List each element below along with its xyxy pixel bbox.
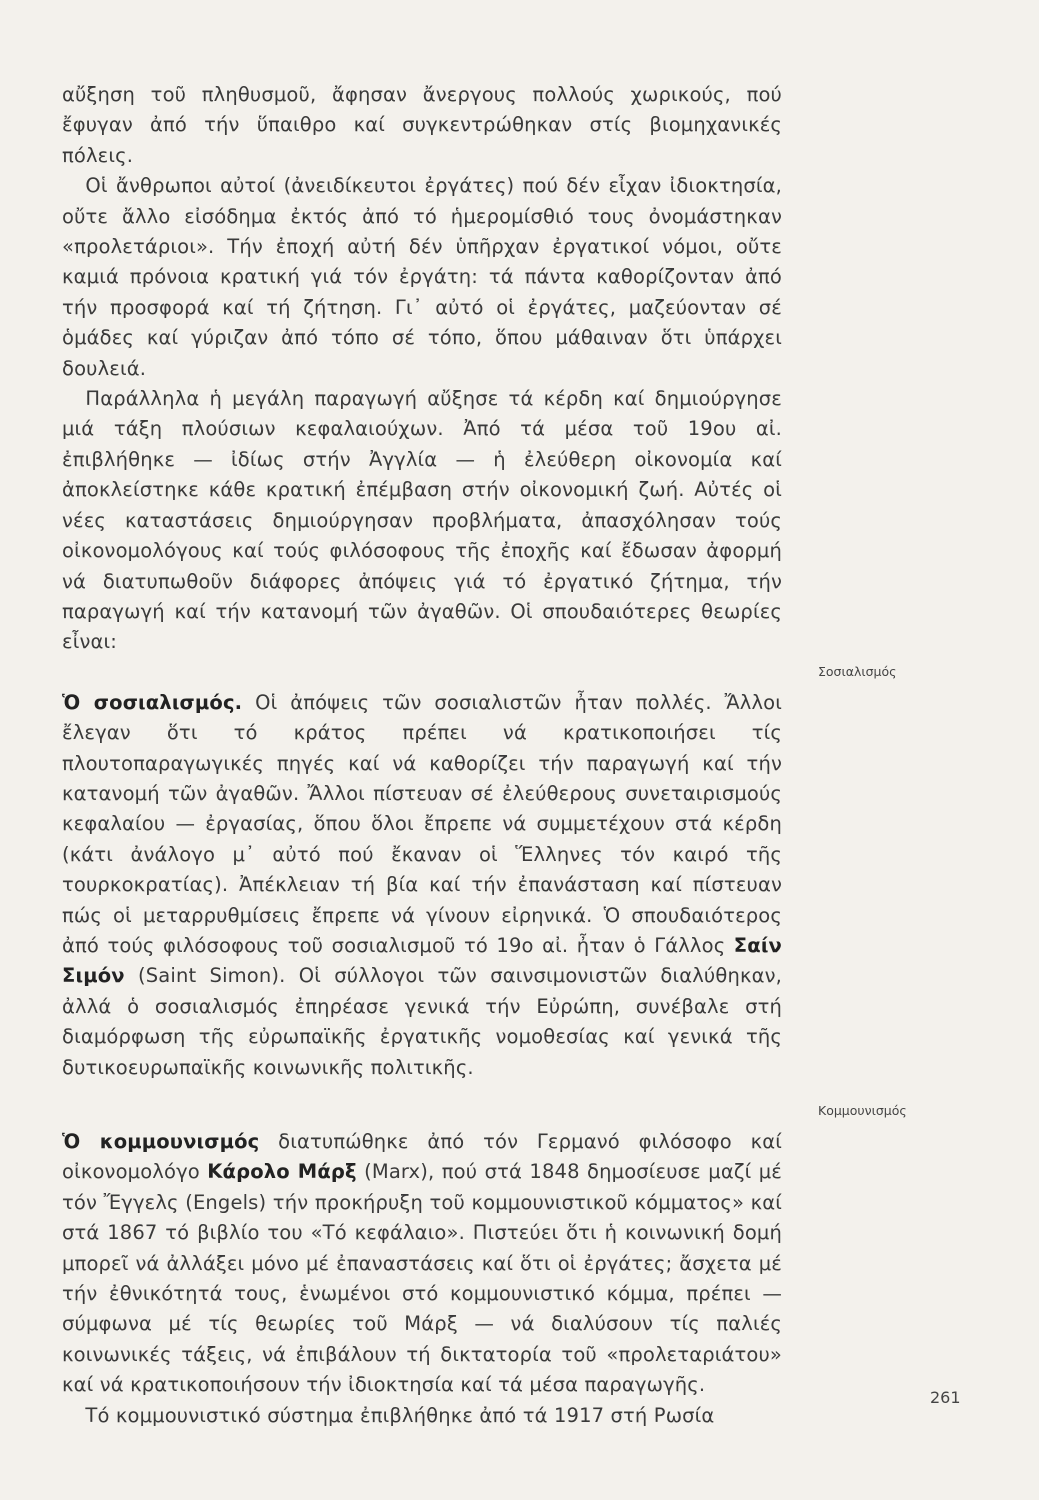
main-text-column bbox=[62, 80, 782, 1431]
paragraph-socialism bbox=[62, 688, 782, 1083]
marx-name: Κάρολο Μάρξ bbox=[207, 1160, 357, 1184]
socialism-text-b: (Saint Simon). Οἱ σύλλογοι τῶν σαινσιμονιστῶν διαλύθηκαν, ἀλλά ὁ σοσιαλισμός ἐπηρέασε γενικά τήν Εὐρώπη, συνέβαλε στή διαμόρφωση τῆς εὐρωπαϊκῆς ἐργατικῆς νομοθεσίας καί γενικά τῆς δυτικοευρωπαϊκῆς κοινωνικῆς πολιτικῆς. bbox=[62, 964, 782, 1079]
margin-label-communism: Κομμουνισμός bbox=[818, 1103, 907, 1118]
paragraph-proletarians: Οἱ ἄνθρωποι αὐτοί (ἀνειδίκευτοι ἐργάτες) πού δέν εἶχαν ἰδιοκτησία, οὔτε ἄλλο εἰσόδημα ἐκτός ἀπό τό ἡμερομίσθιό τους ὀνομάστηκαν «προλετάριοι». Τήν ἐποχή αὐτή δέν ὑπῆρχαν ἐργατικοί νόμοι, οὔτε καμιά πρόνοια κρατική γιά τόν ἐργάτη: τά πάντα καθορίζονταν ἀπό τήν προσφορά καί τή ζήτηση. Γι᾿ αὐτό οἱ ἐργάτες, μαζεύονταν σέ ὁμάδες καί γύριζαν ἀπό τόπο σέ τόπο, ὅπου μάθαιναν ὅτι ὑπάρχει δουλειά. bbox=[62, 174, 782, 380]
saint-simon-name: Σαίν Σιμόν bbox=[62, 933, 782, 988]
paragraph-capitalists: Παράλληλα ἡ μεγάλη παραγωγή αὔξησε τά κέρδη καί δημιούργησε μιά τάξη πλούσιων κεφαλαιούχων. Ἀπό τά μέσα τοῦ 19ου αἰ. ἐπιβλήθηκε — ἰδίως στήν Ἀγγλία — ἡ ἐλεύθερη οἰκονομία καί ἀποκλείστηκε κάθε κρατική ἐπέμβαση στήν οἰκονομική ζωή. Αὐτές οἱ νέες καταστάσεις δημιούργησαν προβλήματα, ἀπασχόλησαν τούς οἰκονομολόγους καί τούς φιλόσοφους τῆς ἐποχῆς καί ἔδωσαν ἀφορμή νά διατυπωθοῦν διάφορες ἀπόψεις γιά τό ἐργατικό ζήτημα, τήν παραγωγή καί τήν κατανομή τῶν ἀγαθῶν. Οἱ σπουδαιότερες θεωρίες εἶναι: bbox=[62, 387, 782, 654]
communism-text-a: διατυπώθηκε ἀπό τόν Γερμανό φιλόσοφο καί οἰκονομολόγο bbox=[62, 1130, 782, 1184]
section-gap bbox=[62, 1083, 782, 1127]
communism-text-b: (Marx), πού στά 1848 δημοσίευσε μαζί μέ τόν Ἔγγελς (Engels) τήν προκήρυξη τοῦ κομμουνιστικοῦ κόμματος» καί στά 1867 τό βιβλίο του «Τό κεφάλαιο». Πιστεύει ὅτι ἡ κοινωνική δομή μπορεῖ νά ἀλλάξει μόνο μέ ἐπαναστάσεις καί ὅτι οἱ ἐργάτες; ἄσχετα μέ τήν ἐθνικότητά τους, ἑνωμένοι στό κομμουνιστικό κόμμα, πρέπει — σύμφωνα μέ τίς θεωρίες τοῦ Μάρξ — νά διαλύσουν τίς παλιές κοινωνικές τάξεις, νά ἐπιβάλουν τή δικτατορία τοῦ «προλεταριάτου» καί νά κρατικοποιήσουν τήν ἰδιοκτησία καί τά μέσα παραγωγῆς. bbox=[62, 1160, 782, 1397]
section-gap bbox=[62, 658, 782, 688]
margin-label-socialism: Σοσιαλισμός bbox=[818, 664, 897, 679]
communism-heading: Ὁ κομμουνισμός bbox=[62, 1130, 260, 1153]
socialism-heading: Ὁ σοσιαλισμός. bbox=[62, 690, 243, 714]
socialism-text-a: Οἱ ἀπόψεις τῶν σοσιαλιστῶν ἦταν πολλές. Ἄλλοι ἔλεγαν ὅτι τό κράτος πρέπει νά κρατικοποιήσει τίς πλουτοπαραγωγικές πηγές καί νά καθορίζει τήν παραγωγή καί τήν κατανομή τῶν ἀγαθῶν. Ἄλλοι πίστευαν σέ ἐλεύθερους συνεταιρισμούς κεφαλαίου — ἐργασίας, ὅπου ὅλοι ἔπρεπε νά συμμετέχουν στά κέρδη (κάτι ἀνάλογο μ᾿ αὐτό πού ἔκαναν οἱ Ἕλληνες τόν καιρό τῆς τουρκοκρατίας). Ἀπέκλειαν τή βία καί τήν ἐπανάσταση καί πίστευαν πώς οἱ μεταρρυθμίσεις ἔπρεπε νά γίνουν εἰρηνικά. Ὁ σπουδαιότερος ἀπό τούς φιλόσοφους τοῦ σοσιαλισμοῦ τό 19ο αἰ. ἦταν ὁ Γάλλος bbox=[62, 690, 782, 957]
page-number: 261 bbox=[930, 1388, 961, 1407]
paragraph-communism bbox=[62, 1127, 782, 1401]
paragraph-population: αὔξηση τοῦ πληθυσμοῦ, ἄφησαν ἄνεργους πολλούς χωρικούς, πού ἔφυγαν ἀπό τήν ὕπαιθρο καί συγκεντρώθηκαν στίς βιομηχανικές πόλεις. bbox=[62, 83, 782, 167]
paragraph-communist-system: Τό κομμουνιστικό σύστημα ἐπιβλήθηκε ἀπό τά 1917 στή Ρωσία bbox=[85, 1403, 715, 1427]
